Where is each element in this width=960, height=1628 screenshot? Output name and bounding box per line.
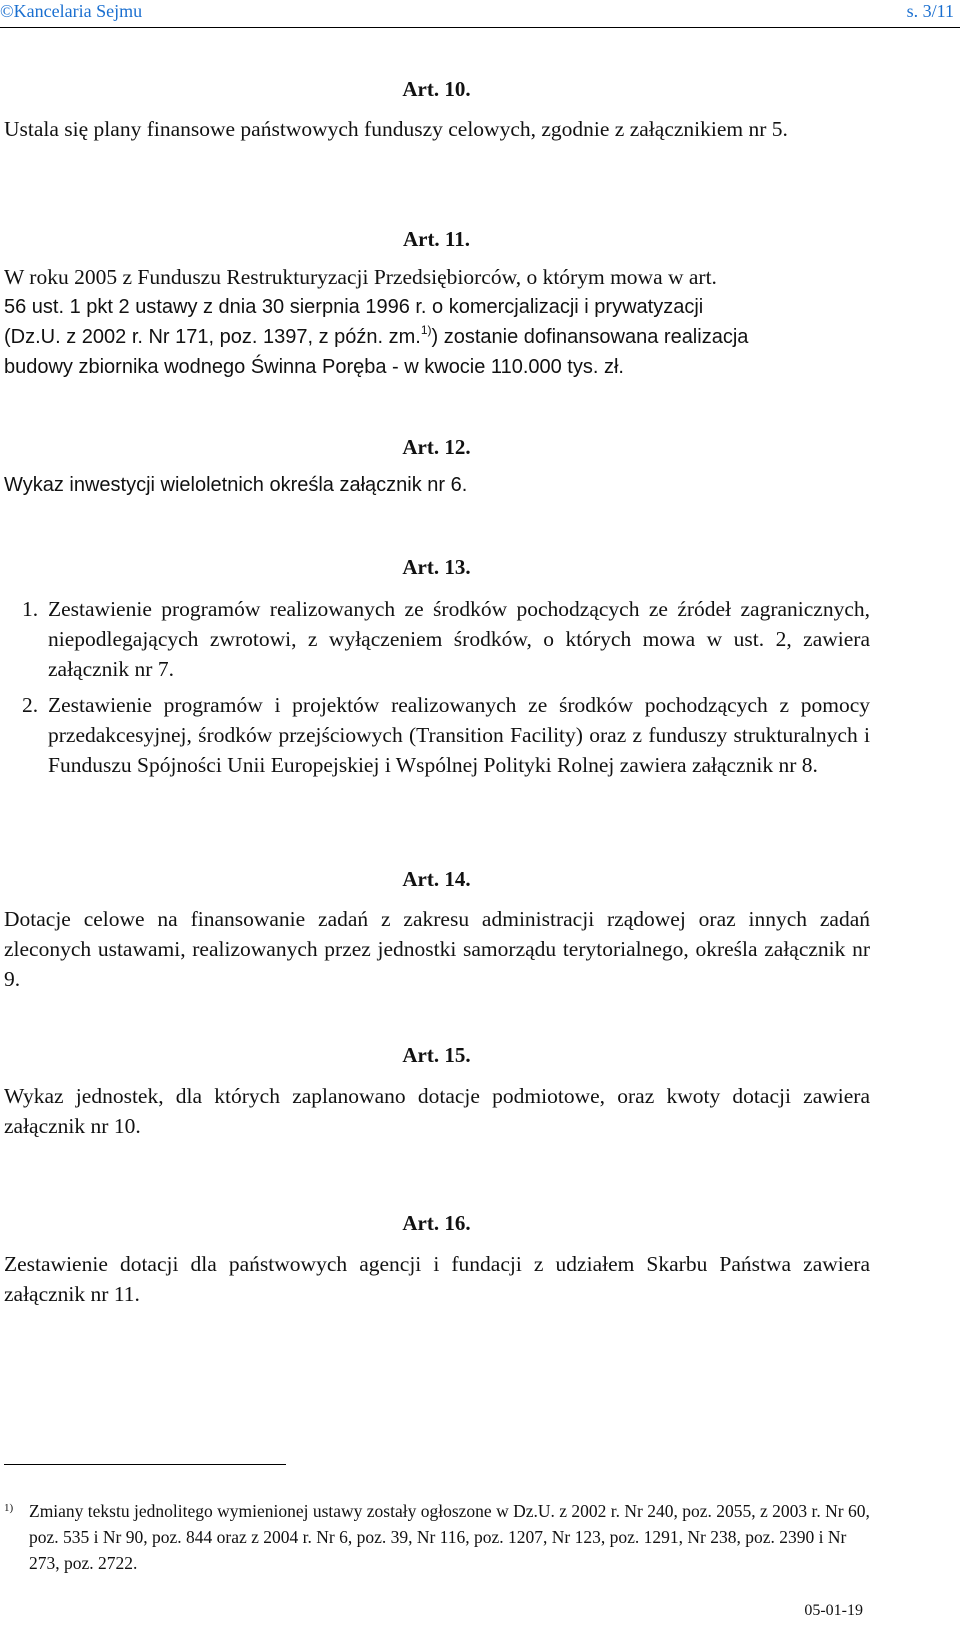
page-header	[0, 0, 960, 28]
footnote-mark: 1)	[4, 1502, 14, 1514]
article-10-text: Ustala się plany finansowe państwowych funduszy celowych, zgodnie z załącznikiem nr 5.	[4, 117, 788, 141]
article-13-title: Art. 13.	[402, 555, 471, 579]
article-15-text: Wykaz jednostek, dla których zaplanowano dotacje podmiotowe, oraz kwoty dotacji zawiera załącznik nr 10.	[4, 1084, 870, 1138]
article-13-item-1-number: 1.	[22, 597, 39, 621]
footnote-text: Zmiany tekstu jednolitego wymienionej ustawy zostały ogłoszone w Dz.U. z 2002 r. Nr 240, poz. 2055, z 2003 r. Nr 60, poz. 535 i Nr 90, poz. 844 oraz z 2004 r. Nr 6, poz. 39, Nr 116, poz. 1207, Nr 123, poz. 1291, Nr 238, poz. 2390 i Nr 273, poz. 2722.	[29, 1501, 870, 1573]
article-13-item-1: Zestawienie programów realizowanych ze środków pochodzących ze źródeł zagranicznych, niepodlegających zwrotowi, z wyłączeniem środków, o których mowa w ust. 2, zawiera załącznik nr 7.	[48, 597, 870, 681]
article-11-line-2: 56 ust. 1 pkt 2 ustawy z dnia 30 sierpnia 1996 r. o komercjalizacji i prywatyzacji	[4, 296, 704, 318]
article-13-item-2-number: 2.	[22, 693, 39, 717]
article-15-title: Art. 15.	[402, 1043, 471, 1067]
article-12-title: Art. 12.	[402, 435, 471, 459]
article-11-line-3b: ) zostanie dofinansowana realizacja	[431, 326, 749, 348]
article-11-line-4: budowy zbiornika wodnego Świnna Poręba - w kwocie 110.000 tys. zł.	[4, 356, 624, 378]
copyright-label: ©Kancelaria Sejmu	[0, 1, 143, 21]
page-number: s. 3/11	[906, 1, 954, 21]
article-11-text	[4, 262, 870, 382]
article-11-line-3a: (Dz.U. z 2002 r. Nr 171, poz. 1397, z późn. zm.	[4, 326, 421, 348]
article-16-text: Zestawienie dotacji dla państwowych agencji i fundacji z udziałem Skarbu Państwa zawiera załącznik nr 11.	[4, 1252, 870, 1306]
article-13-item-2: Zestawienie programów i projektów realizowanych ze środków pochodzących z pomocy przedakcesyjnej, środków przejściowych (Transition Facility) oraz z funduszy strukturalnych i Funduszu Spójności Unii Europejskiej i Wspólnej Polityki Rolnej zawiera załącznik nr 8.	[48, 693, 870, 777]
article-10-title: Art. 10.	[402, 77, 471, 101]
footnote-ref[interactable]: 1)	[420, 323, 432, 337]
document-date: 05-01-19	[804, 1602, 863, 1619]
article-14-title: Art. 14.	[402, 867, 471, 891]
footnote-divider	[4, 1464, 286, 1465]
article-11-line-1: W roku 2005 z Funduszu Restrukturyzacji Przedsiębiorców, o którym mowa w art.	[4, 265, 717, 289]
article-16-title: Art. 16.	[402, 1211, 471, 1235]
article-14-text: Dotacje celowe na finansowanie zadań z zakresu administracji rządowej oraz innych zadań zleconych ustawami, realizowanych przez jednostki samorządu terytorialnego, określa załącznik nr 9.	[4, 907, 870, 991]
article-11-title: Art. 11.	[402, 227, 471, 251]
article-12-text: Wykaz inwestycji wieloletnich określa załącznik nr 6.	[4, 474, 468, 496]
article-11-line-3	[4, 322, 870, 352]
